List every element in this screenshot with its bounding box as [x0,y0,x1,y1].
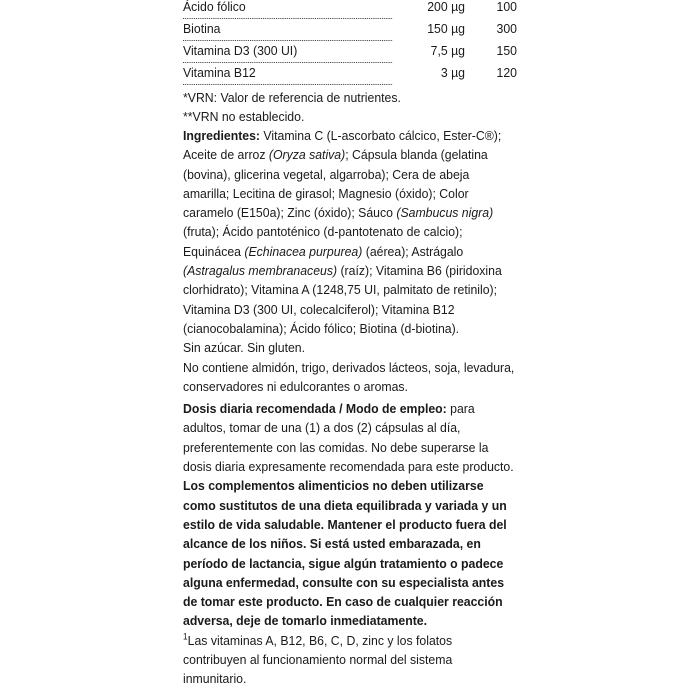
nutrient-percent: 120 [496,65,517,80]
warning-paragraph: Los complementos alimenticios no deben utilizarse como sustitutos de una dieta equilibrada y variada y un estilo de vida saludable. Mantener el producto fuera del alcance de los niños. Si está usted embarazada, en período de lactancia, sigue algún tratamiento o padece alguna enfermedad, consulte con su especialista antes de tomar este producto. En caso de cualquier reacción adversa, deje de tomarlo inmediatamente. [183,478,507,629]
supplement-facts-panel [183,0,517,689]
latin-name-echinacea-purpurea: (Echinacea purpurea) [244,243,363,259]
health-claim-paragraph [183,631,517,689]
nutrient-name-cell [183,44,392,66]
nutrient-percent: 100 [496,0,517,14]
ingredients-heading: Ingredientes: [183,128,261,143]
nutrient-name-cell [183,22,392,44]
dosage-heading: Dosis diaria recomendada / Modo de empleo: [183,401,447,417]
latin-name-astragalus-membranaceus: (Astragalus membranaceus) [183,263,338,279]
nutrient-name-cell [183,66,392,88]
nutrient-name-cell [183,0,392,22]
footnote-marker: 1 [183,631,188,642]
nutrition-table-body [183,0,517,88]
ingredients-text-4: (aérea); Astrágalo [362,243,464,259]
nutrient-amount: 200 µg [427,0,465,14]
nutrition-table [183,0,517,88]
health-claim-text: Las vitaminas A, B12, B6, C, D, zinc y los folatos contribuyen al funcionamiento normal del sistema inmunitario. [183,632,453,687]
table-row [183,0,517,22]
vrn-definition-note: *VRN: Valor de referencia de nutrientes. [183,90,401,105]
sugar-gluten-free-line: Sin azúcar. Sin gluten. [183,340,306,356]
ingredients-text-5: (raíz); Vitamina B6 (piridoxina clorhidrato); Vitamina A (1248,75 UI, palmitato de retinilo); Vitamina D3 (300 UI, colecalciferol); Vitamina B12 (cianocobalamina); Ácido fólico; Biotina (d-biotina). [183,263,502,336]
ingredients-text-3: (fruta); Ácido pantoténico (d-pantotenato de calcio); Equinácea [183,224,463,259]
dot-leader [183,18,392,19]
dot-leader [183,84,392,85]
nutrient-amount: 3 µg [440,65,465,80]
table-row [183,44,517,66]
dosage-text: para adultos, tomar de una (1) a dos (2) cápsulas al día, preferentemente con las comidas. No debe superarse la dosis diaria expresamente recomendada para este producto. [183,401,514,475]
ingredients-paragraph [183,126,517,338]
dosage-paragraph [183,399,517,476]
ingredients-text-2: ; Cápsula blanda (gelatina (bovina), glicerina vegetal, algarroba); Cera de abeja amarilla; Lecitina de girasol; Magnesio (óxido); Color caramelo (E150a); Zinc (óxido); Sáuco [183,147,488,221]
nutrient-percent: 150 [496,43,517,58]
nutrient-name: Vitamina D3 (300 UI) [183,44,298,58]
vrn-not-established-note: **VRN no establecido. [183,109,305,124]
dot-leader [183,40,392,41]
nutrient-name: Vitamina B12 [183,66,256,80]
ingredients-text-1: Vitamina C (L-ascorbato cálcico, Ester-C®); Aceite de arroz [183,128,502,163]
table-row [183,22,517,44]
dot-leader [183,62,392,63]
nutrient-amount: 150 µg [427,21,465,36]
latin-name-sambucus-nigra: (Sambucus nigra) [396,205,494,221]
nutrient-amount: 7,5 µg [430,43,465,58]
nutrient-percent: 300 [496,21,517,36]
nutrient-name: Ácido fólico [183,0,246,14]
allergen-free-line: No contiene almidón, trigo, derivados lácteos, soja, levadura, conservadores ni edulcorantes o aromas. [183,359,515,394]
nutrient-name: Biotina [183,22,221,36]
table-row [183,66,517,88]
latin-name-oryza-sativa: (Oryza sativa) [268,147,346,163]
